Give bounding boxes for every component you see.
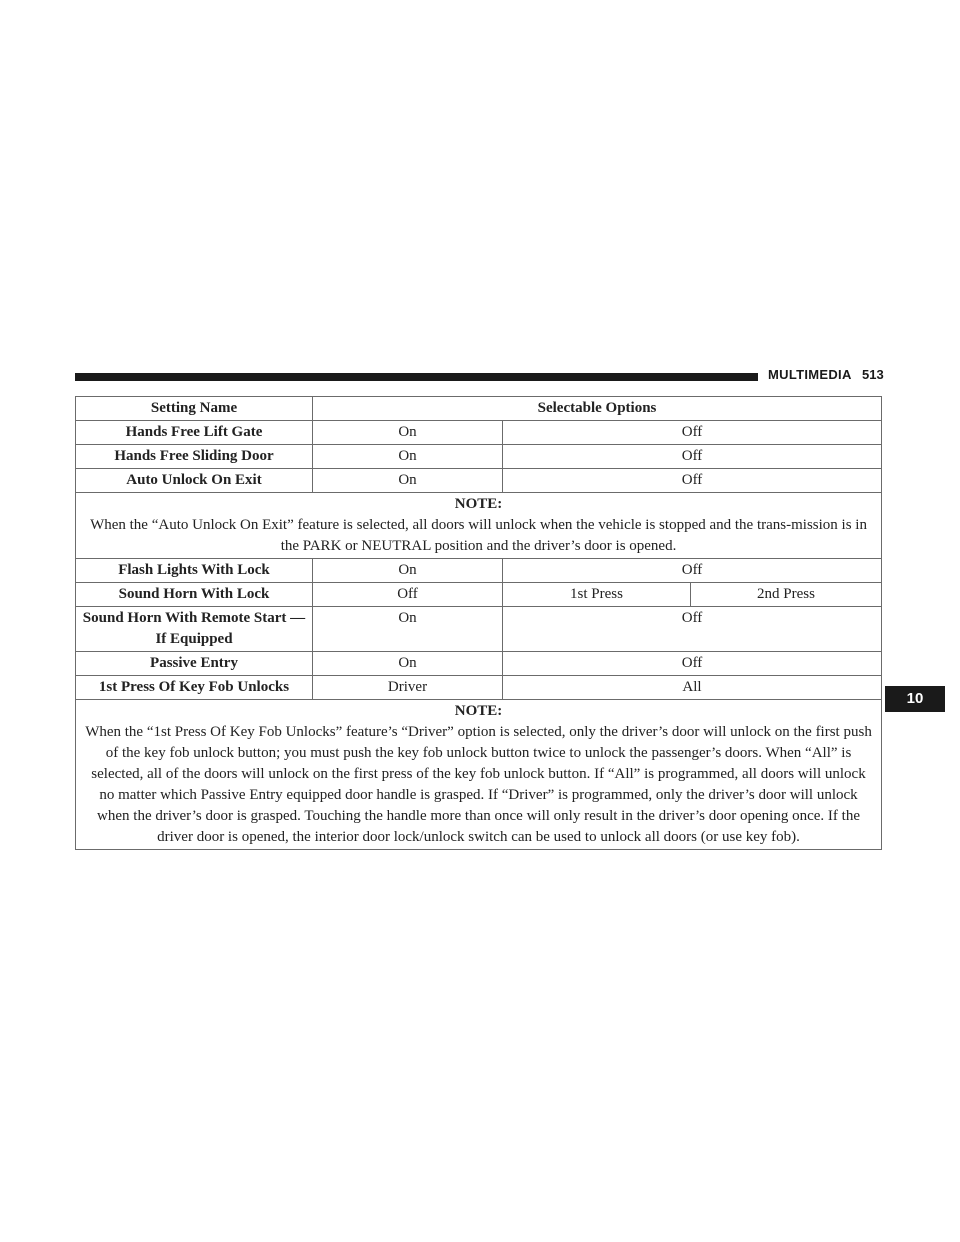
setting-name: Sound Horn With Remote Start — If Equipped [76, 607, 313, 652]
option-value: All [503, 676, 882, 700]
table-row [76, 559, 882, 583]
option-value: Off [503, 469, 882, 493]
table-row [76, 445, 882, 469]
option-value: Off [313, 583, 503, 607]
option-value: Off [503, 445, 882, 469]
setting-name: Sound Horn With Lock [76, 583, 313, 607]
option-value: On [313, 421, 503, 445]
option-value: Off [503, 652, 882, 676]
option-value: 1st Press [503, 583, 691, 607]
table-row [76, 469, 882, 493]
option-value: On [313, 445, 503, 469]
option-value: On [313, 652, 503, 676]
note-title: NOTE: [454, 703, 503, 719]
table-row [76, 607, 882, 652]
option-value: Driver [313, 676, 503, 700]
table-header-row [76, 397, 882, 421]
setting-name: Hands Free Lift Gate [76, 421, 313, 445]
option-value: Off [503, 559, 882, 583]
setting-name: 1st Press Of Key Fob Unlocks [76, 676, 313, 700]
option-value: 2nd Press [691, 583, 882, 607]
section-title: MULTIMEDIA [768, 367, 852, 382]
setting-name: Hands Free Sliding Door [76, 445, 313, 469]
settings-table [75, 396, 882, 850]
setting-name: Auto Unlock On Exit [76, 469, 313, 493]
option-value: On [313, 607, 503, 652]
option-value: On [313, 559, 503, 583]
note-row [76, 700, 882, 850]
note-key-fob [76, 700, 882, 850]
header-rule [75, 373, 758, 381]
note-title: NOTE: [454, 496, 503, 512]
table-row [76, 421, 882, 445]
option-value: Off [503, 421, 882, 445]
note-row [76, 493, 882, 559]
note-auto-unlock [76, 493, 882, 559]
note-text: When the “Auto Unlock On Exit” feature is selected, all doors will unlock when the vehicle is stopped and the trans-mission is in the PARK or NEUTRAL position and the driver’s door is opened. [90, 517, 867, 554]
chapter-tab: 10 [885, 686, 945, 712]
setting-name: Passive Entry [76, 652, 313, 676]
note-text: When the “1st Press Of Key Fob Unlocks” feature’s “Driver” option is selected, only the driver’s door will unlock on the first push of the key fob unlock button; you must push the key fob unlock button twice to unlock the passenger’s doors. When “All” is selected, all of the doors will unlock on the first press of the key fob unlock button. If “All” is programmed, all doors will unlock no matter which Passive Entry equipped door handle is grasped. If “Driver” is programmed, only the driver’s door will unlock when the driver’s door is grasped. Touching the handle more than once will only result in the driver’s door opening once. If the driver door is opened, the interior door lock/unlock switch can be used to unlock all doors (or use key fob). [85, 724, 872, 845]
column-header-selectable-options: Selectable Options [313, 397, 882, 421]
column-header-setting-name: Setting Name [76, 397, 313, 421]
option-value: On [313, 469, 503, 493]
table-row [76, 676, 882, 700]
option-value: Off [503, 607, 882, 652]
page-number: 513 [862, 367, 884, 382]
table-row [76, 652, 882, 676]
table-row [76, 583, 882, 607]
setting-name: Flash Lights With Lock [76, 559, 313, 583]
